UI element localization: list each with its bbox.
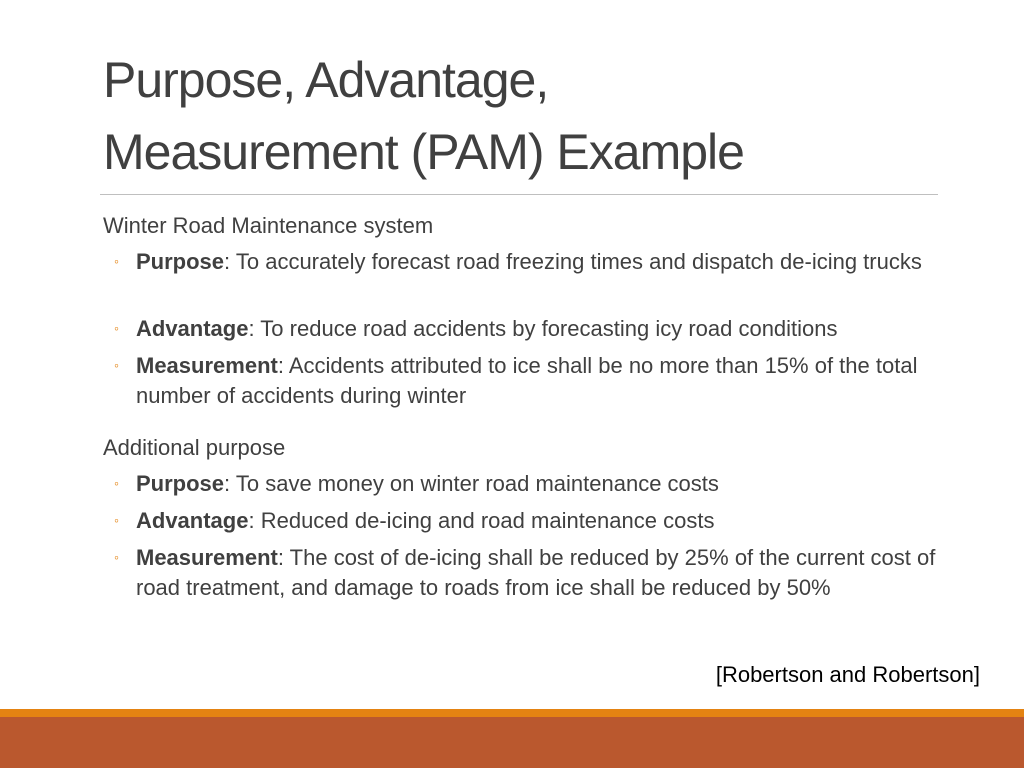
bullet-icon: ◦ xyxy=(114,357,119,373)
bullet-label: Measurement xyxy=(136,545,278,570)
bullet-text: : To accurately forecast road freezing times and dispatch de-icing trucks xyxy=(224,249,922,274)
bullet-text: : To reduce road accidents by forecasting icy road conditions xyxy=(248,316,838,341)
bullet-icon: ◦ xyxy=(114,475,119,491)
bullet-text: : The cost of de-icing shall be reduced by 25% of the current cost of road treatment, and damage to roads from ice shall be reduced by 50% xyxy=(136,545,936,600)
list-item xyxy=(114,469,936,499)
bullet-label: Measurement xyxy=(136,353,278,378)
section-heading: Winter Road Maintenance system xyxy=(103,213,434,238)
bullet-icon: ◦ xyxy=(114,253,119,269)
bullet-text: : Reduced de-icing and road maintenance costs xyxy=(248,508,715,533)
title-divider xyxy=(100,194,938,195)
bullet-label: Advantage xyxy=(136,508,249,533)
citation: [Robertson and Robertson] xyxy=(715,662,980,687)
bullet-label: Advantage xyxy=(136,316,249,341)
list-item xyxy=(114,506,936,536)
list-item xyxy=(114,351,936,410)
bullet-text: : To save money on winter road maintenance costs xyxy=(224,471,719,496)
slide-title xyxy=(103,44,744,188)
bullet-icon: ◦ xyxy=(114,512,119,528)
bullet-icon: ◦ xyxy=(114,320,119,336)
bullet-text: : Accidents attributed to ice shall be no more than 15% of the total number of accidents during winter xyxy=(136,353,918,408)
accent-stripe xyxy=(0,709,1024,717)
list-item xyxy=(114,314,936,344)
title-line-2: Measurement (PAM) Example xyxy=(103,124,744,180)
title-line-1: Purpose, Advantage, xyxy=(103,52,549,108)
footer-bar xyxy=(0,717,1024,768)
section-heading: Additional purpose xyxy=(103,435,286,460)
bullet-icon: ◦ xyxy=(114,549,119,565)
bullet-label: Purpose xyxy=(136,249,225,274)
list-item xyxy=(114,543,936,602)
list-item xyxy=(114,247,936,277)
bullet-label: Purpose xyxy=(136,471,225,496)
